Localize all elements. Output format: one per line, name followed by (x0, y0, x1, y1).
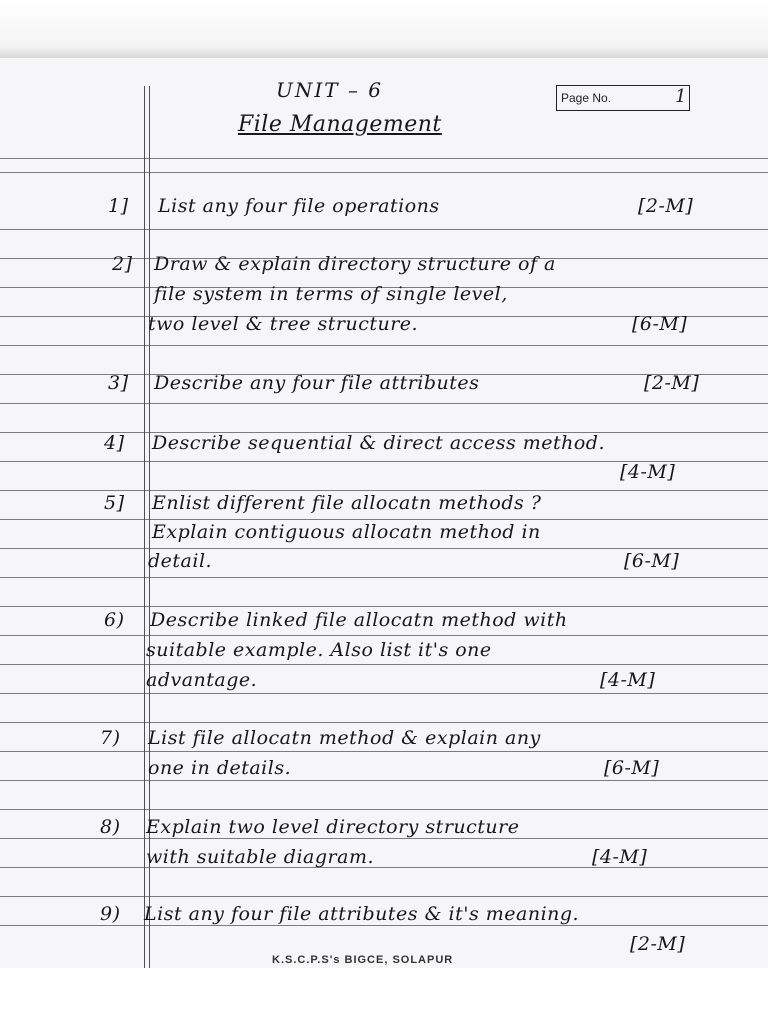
ruled-line (0, 490, 768, 491)
ruled-line (0, 606, 768, 607)
question-marks: [4-M] (592, 846, 648, 868)
question-marks: [2-M] (638, 195, 694, 217)
question-marks: [6-M] (604, 757, 660, 779)
question-number: 6) (104, 609, 125, 631)
ruled-line (0, 403, 768, 404)
college-footer: K.S.C.P.S's BIGCE, SOLAPUR (272, 954, 454, 966)
question-text: Draw & explain directory structure of a (154, 253, 556, 275)
bottom-background (0, 968, 768, 1024)
notebook-page (0, 58, 768, 968)
subject-title: File Management (238, 112, 442, 137)
ruled-line (0, 635, 768, 636)
question-marks: [6-M] (632, 313, 688, 335)
question-marks: [2-M] (630, 933, 686, 955)
unit-title: UNIT – 6 (276, 78, 384, 102)
question-number: 7) (100, 727, 121, 749)
ruled-line (0, 925, 768, 926)
question-text: one in details. (148, 757, 292, 779)
ruled-line (0, 172, 768, 173)
ruled-line (0, 158, 768, 159)
ruled-line (0, 345, 768, 346)
top-background (0, 0, 768, 58)
question-text: file system in terms of single level, (154, 283, 508, 305)
question-text: List file allocatn method & explain any (148, 727, 541, 749)
ruled-line (0, 693, 768, 694)
question-number: 4] (104, 432, 125, 454)
question-number: 2] (112, 253, 133, 275)
ruled-line (0, 751, 768, 752)
question-text: List any four file attributes & it's meaning. (144, 903, 580, 925)
margin-line (144, 86, 145, 968)
question-number: 5] (104, 492, 125, 514)
question-text: two level & tree structure. (148, 313, 419, 335)
question-text: Describe linked file allocatn method with (150, 609, 568, 631)
question-text: Enlist different file allocatn methods ? (152, 492, 542, 514)
question-text: with suitable diagram. (146, 846, 374, 868)
page-number-box (556, 85, 690, 111)
question-number: 3] (108, 372, 129, 394)
question-text: Describe any four file attributes (154, 372, 480, 394)
ruled-line (0, 548, 768, 549)
question-number: 1] (108, 195, 129, 217)
question-marks: [4-M] (620, 461, 676, 483)
question-text: detail. (148, 550, 213, 572)
question-text: List any four file operations (158, 195, 440, 217)
ruled-line (0, 780, 768, 781)
ruled-line (0, 722, 768, 723)
question-text: advantage. (146, 669, 258, 691)
ruled-line (0, 229, 768, 230)
question-text: Describe sequential & direct access method. (152, 432, 606, 454)
ruled-line (0, 838, 768, 839)
ruled-line (0, 896, 768, 897)
question-marks: [2-M] (644, 372, 700, 394)
question-marks: [6-M] (624, 550, 680, 572)
page-number: 1 (675, 86, 687, 107)
question-text: suitable example. Also list it's one (146, 639, 492, 661)
question-number: 8) (100, 816, 121, 838)
ruled-line (0, 577, 768, 578)
question-number: 9) (100, 903, 121, 925)
ruled-line (0, 519, 768, 520)
question-text: Explain two level directory structure (146, 816, 520, 838)
page-label: Page No. (561, 91, 612, 105)
question-text: Explain contiguous allocatn method in (152, 521, 541, 543)
question-marks: [4-M] (600, 669, 656, 691)
ruled-line (0, 867, 768, 868)
ruled-line (0, 664, 768, 665)
ruled-line (0, 809, 768, 810)
